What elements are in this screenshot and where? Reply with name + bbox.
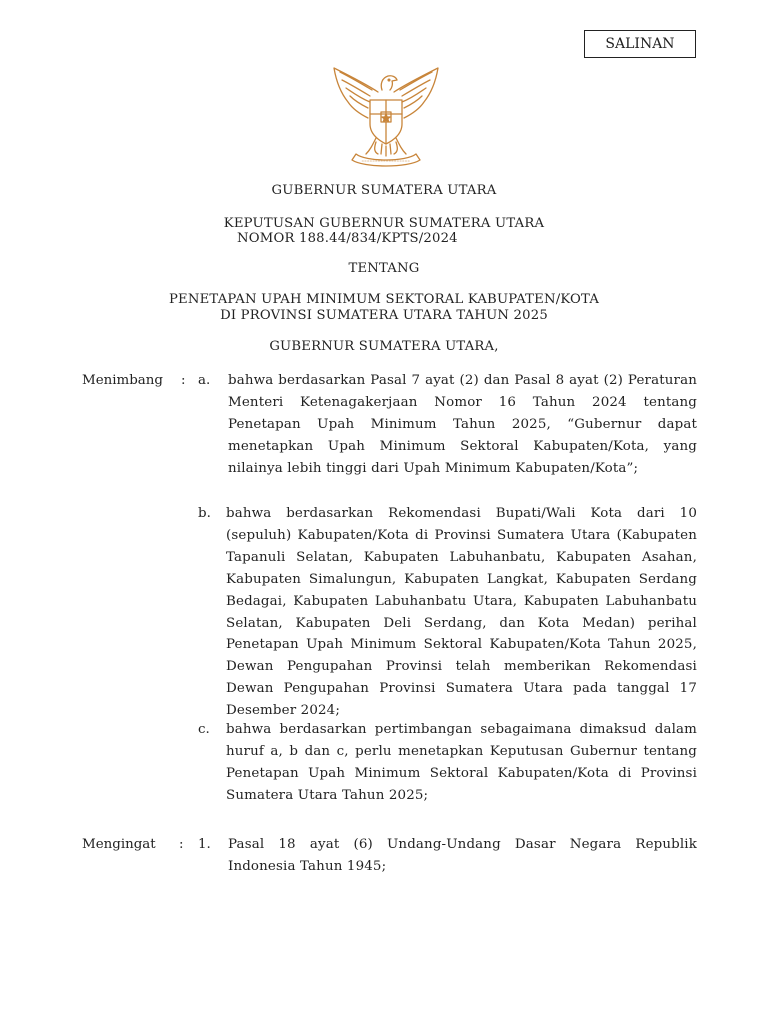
item-text-a: bahwa berdasarkan Pasal 7 ayat (2) dan Pasal 8 ayat (2) Peraturan Menteri Ketenagakerjaan Nomor 16 Tahun 2024 tentang Penetapan Upah Minimum Tahun 2025, “Gubernur dapat menetapkan Upah Minimum Sektoral Kabupaten/Kota, yang nilainya lebih tinggi dari Upah Minimum Kabupaten/Kota”; <box>228 373 697 476</box>
decree-number: NOMOR 188.44/834/KPTS/2024 <box>237 231 458 246</box>
issuer-title: GUBERNUR SUMATERA UTARA <box>271 183 497 198</box>
item-text-1: Pasal 18 ayat (6) Undang-Undang Dasar Negara Republik Indonesia Tahun 1945; <box>228 837 697 874</box>
item-text-c: bahwa berdasarkan pertimbangan sebagaimana dimaksud dalam huruf a, b dan c, perlu menetapkan Keputusan Gubernur tentang Penetapan Upah Minimum Sektoral Kabupaten/Kota di Provinsi Sumatera Utara Tahun 2025; <box>226 722 697 803</box>
item-letter-c: c. <box>198 722 210 737</box>
menimbang-label: Menimbang <box>82 373 163 388</box>
menimbang-item-c <box>226 719 697 807</box>
governor-heading: GUBERNUR SUMATERA UTARA, <box>269 339 499 354</box>
salinan-stamp: SALINAN <box>584 30 696 58</box>
menimbang-item-b <box>226 503 697 722</box>
item-letter-a: a. <box>198 373 211 388</box>
mengingat-item-1 <box>228 834 697 878</box>
mengingat-label: Mengingat <box>82 837 156 852</box>
mengingat-colon: : <box>179 837 184 852</box>
item-number-1: 1. <box>198 837 211 852</box>
item-text-b: bahwa berdasarkan Rekomendasi Bupati/Wali Kota dari 10 (sepuluh) Kabupaten/Kota di Provinsi Sumatera Utara (Kabupaten Tapanuli Selatan, Kabupaten Labuhanbatu, Kabupaten Asahan, Kabupaten Simalungun, Kabupaten Langkat, Kabupaten Serdang Bedagai, Kabupaten Labuhanbatu Utara, Kabupaten Labuhanbatu Selatan, Kabupaten Deli Serdang, dan Kota Medan) perihal Penetapan Upah Minimum Sektoral Kabupaten/Kota Tahun 2025, Dewan Pengupahan Provinsi telah memberikan Rekomendasi Dewan Pengupahan Provinsi Sumatera Utara pada tanggal 17 Desember 2024; <box>226 506 697 719</box>
item-letter-b: b. <box>198 506 211 521</box>
about-heading: TENTANG <box>348 261 420 276</box>
decree-title: KEPUTUSAN GUBERNUR SUMATERA UTARA <box>223 216 545 231</box>
subject-line-1: PENETAPAN UPAH MINIMUM SEKTORAL KABUPATEN/KOTA <box>168 292 600 307</box>
menimbang-colon: : <box>181 373 186 388</box>
garuda-emblem-icon <box>326 62 446 174</box>
menimbang-item-a <box>228 370 697 480</box>
subject-line-2: DI PROVINSI SUMATERA UTARA TAHUN 2025 <box>220 308 548 323</box>
